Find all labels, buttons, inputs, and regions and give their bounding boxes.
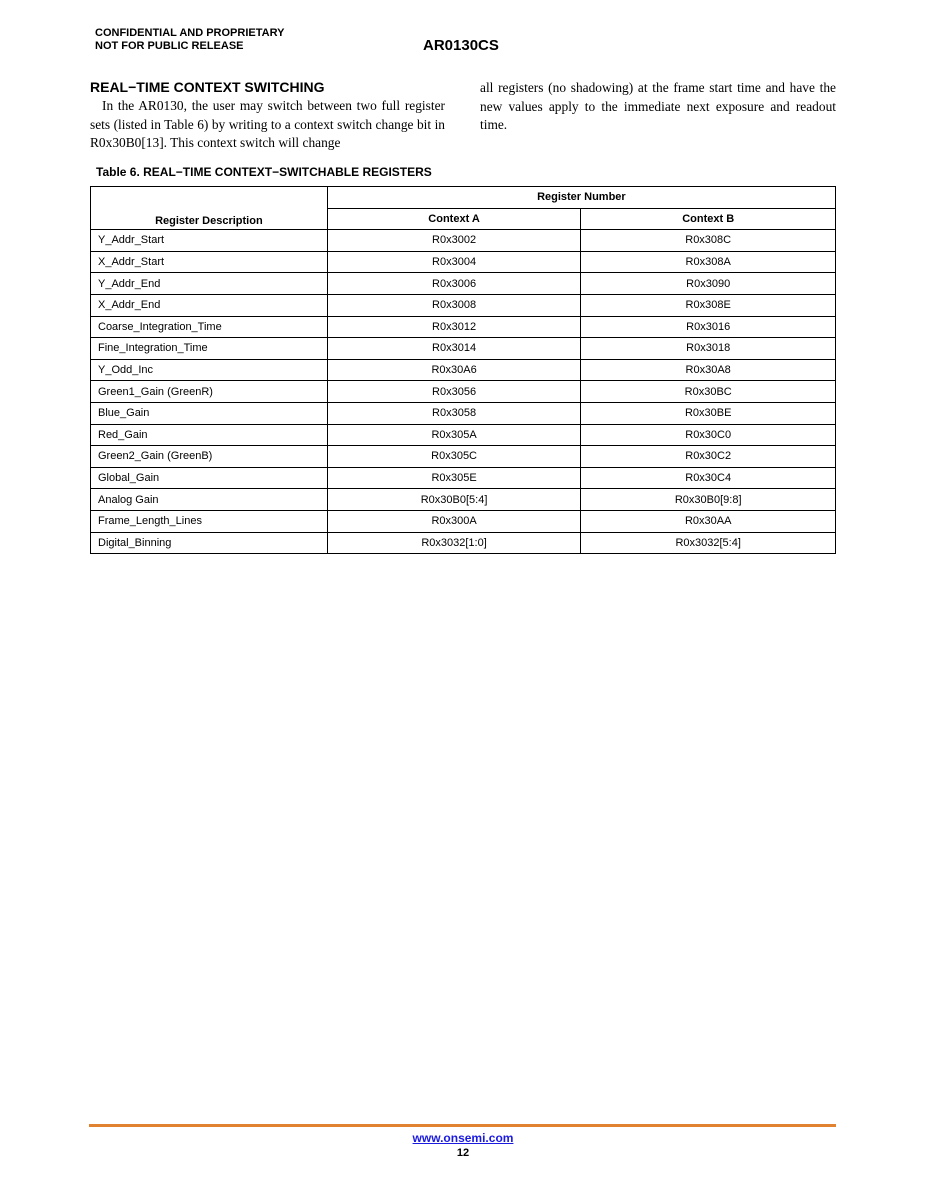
- confidential-notice: [95, 27, 284, 53]
- register-description: X_Addr_End: [91, 294, 328, 316]
- table-row: [91, 316, 836, 338]
- context-b-register: R0x30C2: [581, 446, 836, 468]
- confidential-line-1: CONFIDENTIAL AND PROPRIETARY: [95, 27, 285, 39]
- context-b-register: R0x30AA: [581, 510, 836, 532]
- context-a-register: R0x3002: [327, 230, 581, 252]
- table-row: [91, 273, 836, 295]
- register-description: Green2_Gain (GreenB): [91, 446, 328, 468]
- column-header-context-b: Context B: [581, 208, 836, 230]
- context-a-register: R0x3008: [327, 294, 581, 316]
- section-heading: REAL−TIME CONTEXT SWITCHING: [90, 79, 325, 95]
- register-description: Green1_Gain (GreenR): [91, 381, 328, 403]
- column-header-description: Register Description: [91, 187, 328, 230]
- page-number: 12: [456, 1147, 470, 1159]
- context-b-register: R0x30C4: [581, 467, 836, 489]
- context-b-register: R0x30BE: [581, 402, 836, 424]
- context-a-register: R0x3006: [327, 273, 581, 295]
- context-b-register: R0x3090: [581, 273, 836, 295]
- context-a-register: R0x3058: [327, 402, 581, 424]
- context-a-register: R0x305E: [327, 467, 581, 489]
- register-description: Frame_Length_Lines: [91, 510, 328, 532]
- context-b-register: R0x3032[5:4]: [581, 532, 836, 554]
- register-description: Analog Gain: [91, 489, 328, 511]
- register-description: Y_Odd_Inc: [91, 359, 328, 381]
- table-row: [91, 338, 836, 360]
- register-description: Red_Gain: [91, 424, 328, 446]
- table-row: [91, 359, 836, 381]
- context-b-register: R0x308A: [581, 251, 836, 273]
- context-a-register: R0x3014: [327, 338, 581, 360]
- website-link[interactable]: www.onsemi.com: [412, 1131, 514, 1145]
- table-row: [91, 402, 836, 424]
- context-a-register: R0x305C: [327, 446, 581, 468]
- context-b-register: R0x30BC: [581, 381, 836, 403]
- context-a-register: R0x3012: [327, 316, 581, 338]
- context-a-register: R0x3004: [327, 251, 581, 273]
- register-description: Y_Addr_End: [91, 273, 328, 295]
- register-table: [90, 186, 836, 554]
- context-b-register: R0x30A8: [581, 359, 836, 381]
- register-description: Y_Addr_Start: [91, 230, 328, 252]
- table-row: [91, 489, 836, 511]
- table-row: [91, 467, 836, 489]
- column-header-context-a: Context A: [327, 208, 581, 230]
- context-a-register: R0x300A: [327, 510, 581, 532]
- confidential-line-2: NOT FOR PUBLIC RELEASE: [95, 40, 244, 52]
- register-description: Digital_Binning: [91, 532, 328, 554]
- table-row: [91, 424, 836, 446]
- body-paragraph-right: all registers (no shadowing) at the frame start time and have the new values apply to the immediate next exposure and readout time.: [480, 80, 836, 132]
- table-caption: Table 6. REAL−TIME CONTEXT−SWITCHABLE REGISTERS: [96, 165, 432, 179]
- table-row: [91, 230, 836, 252]
- footer-divider: [89, 1124, 836, 1127]
- table-row: [91, 532, 836, 554]
- context-a-register: R0x30A6: [327, 359, 581, 381]
- table-row: [91, 446, 836, 468]
- body-paragraph-left: In the AR0130, the user may switch between two full register sets (listed in Table 6) by writing to a context switch change bit in R0x30B0[13]. This context switch will change: [90, 98, 445, 150]
- context-b-register: R0x30C0: [581, 424, 836, 446]
- register-description: Coarse_Integration_Time: [91, 316, 328, 338]
- context-a-register: R0x3032[1:0]: [327, 532, 581, 554]
- register-description: Global_Gain: [91, 467, 328, 489]
- context-a-register: R0x305A: [327, 424, 581, 446]
- context-b-register: R0x3018: [581, 338, 836, 360]
- context-b-register: R0x308E: [581, 294, 836, 316]
- table-row: [91, 510, 836, 532]
- document-title: AR0130CS: [423, 37, 499, 54]
- register-description: X_Addr_Start: [91, 251, 328, 273]
- table-row: [91, 381, 836, 403]
- context-b-register: R0x3016: [581, 316, 836, 338]
- context-b-register: R0x308C: [581, 230, 836, 252]
- context-a-register: R0x30B0[5:4]: [327, 489, 581, 511]
- column-header-register-number: Register Number: [327, 187, 835, 209]
- register-description: Fine_Integration_Time: [91, 338, 328, 360]
- table-row: [91, 251, 836, 273]
- register-description: Blue_Gain: [91, 402, 328, 424]
- context-a-register: R0x3056: [327, 381, 581, 403]
- context-b-register: R0x30B0[9:8]: [581, 489, 836, 511]
- table-row: [91, 294, 836, 316]
